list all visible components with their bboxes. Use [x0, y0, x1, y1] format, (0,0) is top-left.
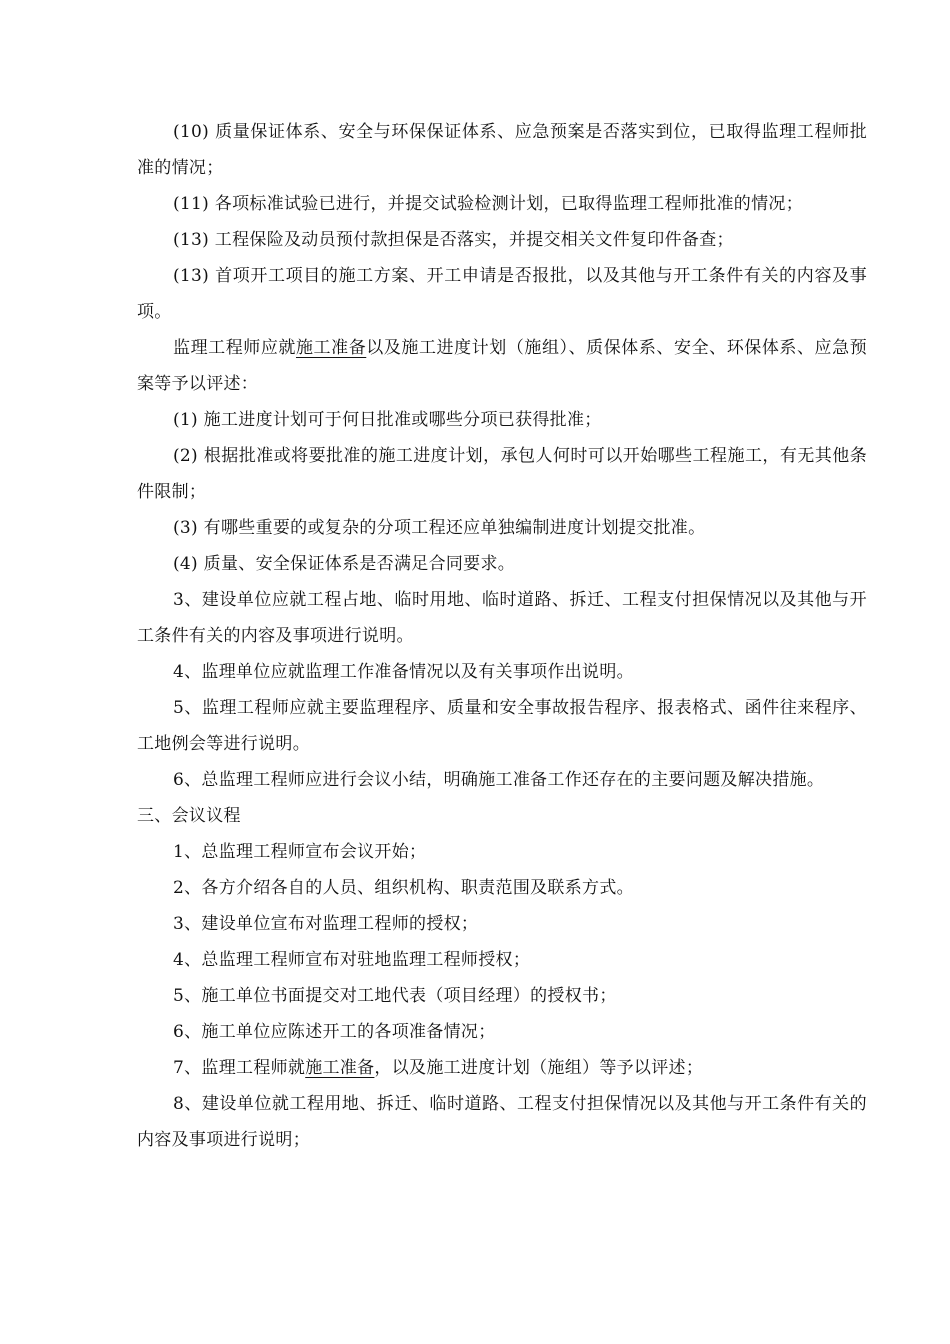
paragraph-section-6 [137, 762, 867, 798]
underlined-term: 施工准备 [295, 338, 367, 358]
paragraph-text: 监理工程师应就 [173, 338, 296, 358]
paragraph-text: 6、施工单位应陈述开工的各项准备情况； [173, 1022, 496, 1042]
paragraph-text: 5、监理工程师应就主要监理程序、质量和安全事故报告程序、报表格式、函件往来程序、工地例会等进行说明。 [137, 698, 867, 754]
paragraph-section-3 [137, 582, 867, 654]
paragraph-text: (13) 工程保险及动员预付款担保是否落实，并提交相关文件复印件备查； [173, 230, 734, 250]
paragraph-text: 6、总监理工程师应进行会议小结，明确施工准备工作还存在的主要问题及解决措施。 [173, 770, 825, 790]
paragraph-text: ，以及施工进度计划（施组）等予以评述； [374, 1058, 704, 1078]
agenda-item-6 [137, 1014, 867, 1050]
paragraph-text: 以及施工进度计划（施组）、质保体系、安全、环保体系、应急预案等予以评述： [137, 338, 867, 394]
paragraph-text: 5、施工单位书面提交对工地代表（项目经理）的授权书； [173, 986, 617, 1006]
paragraph-text: 4、监理单位应就监理工作准备情况以及有关事项作出说明。 [173, 662, 634, 682]
paragraph-review-2 [137, 438, 867, 510]
paragraph-text: 3、建设单位应就工程占地、临时用地、临时道路、拆迁、工程支付担保情况以及其他与开工条件有关的内容及事项进行说明。 [137, 590, 867, 646]
heading-text: 三、会议议程 [137, 806, 241, 826]
paragraph-section-5 [137, 690, 867, 762]
agenda-item-3 [137, 906, 867, 942]
paragraph-text: (1) 施工进度计划可于何日批准或哪些分项已获得批准； [173, 410, 602, 430]
agenda-item-1 [137, 834, 867, 870]
paragraph-section-4 [137, 654, 867, 690]
section-heading-agenda [137, 798, 867, 834]
agenda-item-7 [137, 1050, 867, 1086]
paragraph-text: 8、建设单位就工程用地、拆迁、临时道路、工程支付担保情况以及其他与开工条件有关的内容及事项进行说明； [137, 1094, 867, 1150]
paragraph-text: (3) 有哪些重要的或复杂的分项工程还应单独编制进度计划提交批准。 [173, 518, 706, 538]
agenda-item-2 [137, 870, 867, 906]
paragraph-review-3 [137, 510, 867, 546]
agenda-item-4 [137, 942, 867, 978]
paragraph-text: (10) 质量保证体系、安全与环保保证体系、应急预案是否落实到位，已取得监理工程师批准的情况； [137, 122, 867, 178]
underlined-term: 施工准备 [305, 1058, 375, 1078]
paragraph-text: (11) 各项标准试验已进行，并提交试验检测计划，已取得监理工程师批准的情况； [173, 194, 803, 214]
paragraph-text: 3、建设单位宣布对监理工程师的授权； [173, 914, 479, 934]
paragraph-review-1 [137, 402, 867, 438]
paragraph-text: 1、总监理工程师宣布会议开始； [173, 842, 427, 862]
paragraph-review-4 [137, 546, 867, 582]
paragraph-text: 2、各方介绍各自的人员、组织机构、职责范围及联系方式。 [173, 878, 634, 898]
paragraph-text: 4、总监理工程师宣布对驻地监理工程师授权； [173, 950, 531, 970]
paragraph-item-13b [137, 258, 867, 330]
paragraph-text: 7、监理工程师就 [173, 1058, 306, 1078]
agenda-item-8 [137, 1086, 867, 1158]
paragraph-text: (4) 质量、安全保证体系是否满足合同要求。 [173, 554, 516, 574]
paragraph-item-10 [137, 114, 867, 186]
paragraph-text: (2) 根据批准或将要批准的施工进度计划，承包人何时可以开始哪些工程施工，有无其他条件限制； [137, 446, 867, 502]
document-body [137, 114, 867, 1158]
paragraph-item-11 [137, 186, 867, 222]
paragraph-item-13a [137, 222, 867, 258]
paragraph-text: (13) 首项开工项目的施工方案、开工申请是否报批，以及其他与开工条件有关的内容及事项。 [137, 266, 867, 322]
paragraph-review-intro [137, 330, 867, 402]
agenda-item-5 [137, 978, 867, 1014]
